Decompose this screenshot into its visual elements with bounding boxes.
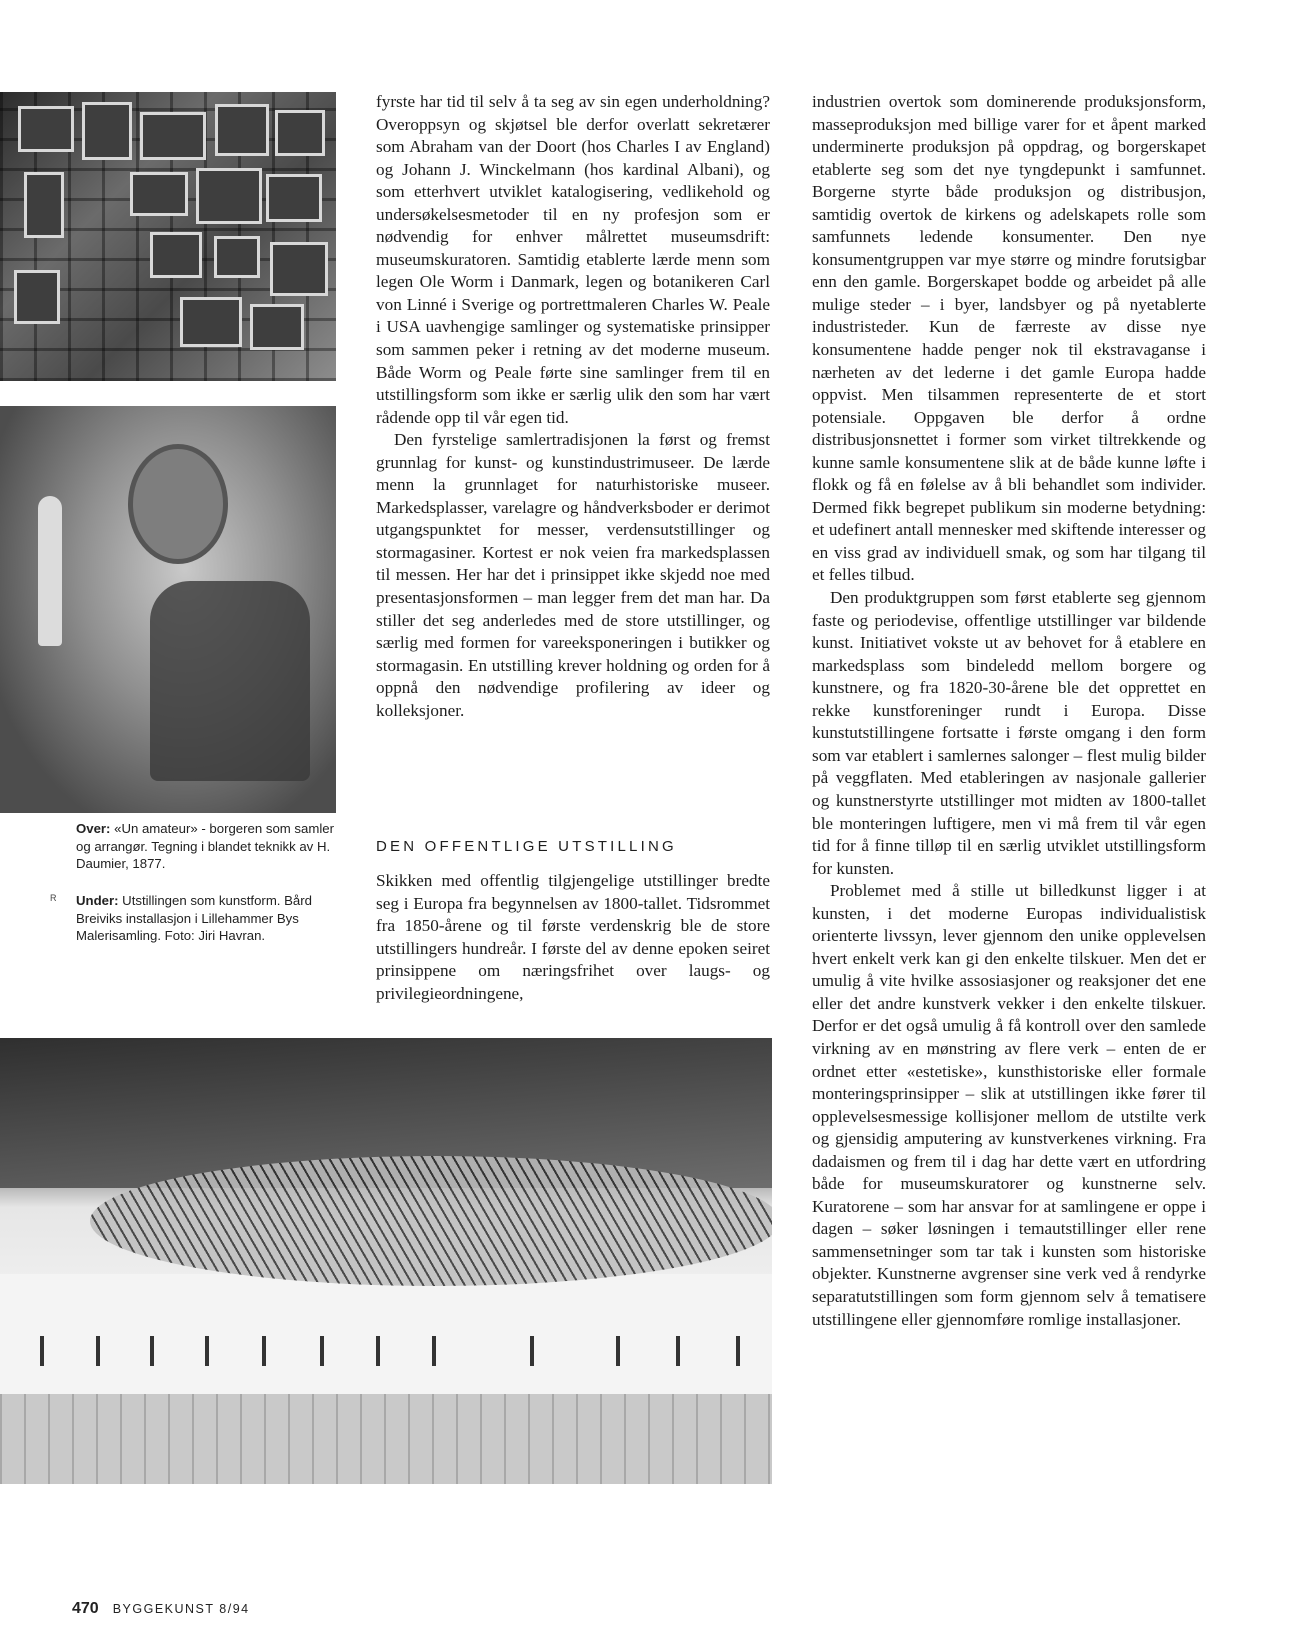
painting-frame [130,172,188,216]
statue-figure [38,496,62,646]
section-heading: DEN OFFENTLIGE UTSTILLING [376,838,677,855]
wall-slit [530,1336,534,1366]
paragraph: Skikken med offentlig tilgjengelige utstillinger bredte seg i Europa fra begynnelsen av 1800-tallet. Tidsrommet fra 1850-årene og til første verdenskrig ble de store utstillingers hundreår. I første del av denne epoken seiret prinsippene om næringsfrihet over laugs- og privilegieordningene, [376,871,770,1003]
painting-frame [18,106,74,152]
article-column-middle [376,91,770,722]
stray-mark: R [50,893,57,903]
painting-frame [214,236,260,278]
wall-slit [96,1336,100,1366]
painting-frame [275,110,325,156]
painting-frame [140,112,206,160]
paragraph: Problemet med å stille ut billedkunst ligger i at kunsten, i det moderne Europas individualistisk orienterte livssyn, lever gjennom den unike opplevelsen hvert enkelt verk kan gi den enkelte tilskuer. Men det er umulig å vite hvilke assosiasjoner og reaksjoner det ene eller det andre kunstverk vekker i den enkelte tilskuer. Derfor er det også umulig å få kontroll over den samlede virkning av en mønstring av flere verk – enten de er ordnet etter «estetiske», kunsthistoriske eller formale monteringsprinsipper – slik at utstillingen ikke fører til opplevelsesmessige kollisjoner mellom de utstilte verk og gjensidig amputering av kunstverkenes virkning. Fra dadaismen og frem til i dag har dette vært en utfordring både for museumskuratorer og kunstnerne selv. Kuratorene – som har ansvar for at samlingene er oppe i dagen – søker løsningen i temautstillinger eller rene sammensetninger som tar tak i kunsten som historiske objekter. Kunstnerne avgrenser sine verk ved å rendyrke separatutstillingen som form gjennom selv å tematisere utstillingene eller gjennomføre romlige installasjoner. [812,881,1206,1329]
caption-under-text: Utstillingen som kunstform. Bård Breiviks installasjon i Lillehammer Bys Malerisamling. Foto: Jiri Havran. [76,893,312,943]
lattice-sculpture [90,1156,772,1286]
publication-name: BYGGEKUNST 8/94 [112,1602,250,1616]
caption-over-label: Over: [76,821,111,836]
daumier-drawing-image [0,406,336,813]
wall-slit [320,1336,324,1366]
page-number: 470 [72,1600,99,1617]
painting-frame [150,232,202,278]
painting-frame [196,168,262,224]
paragraph: industrien overtok som dominerende produksjonsform, masseproduksjon med billige varer for et åpent marked underminerte produksjon på oppdrag, og borgerskapet etablerte seg som det nye tyngdepunkt i samfunnet. Borgerne styrte både produksjon og distribusjon, samtidig overtok de kirkens og adelskapets rolle som samfunnets ledende konsumenter. Den nye konsumentgruppen var mye større og mindre forutsigbar enn den gamle. Borgerskapet bodde og arbeidet på alle mulige steder – i byer, landsbyer og på nyetablerte industristeder. Kun de færreste av disse nye konsumentene hadde penger nok til ekstravaganse i nærheten av det lederne i det gamle Europa hadde oppvist. Men tilsammen representerte de et stort potensiale. Oppgaven ble derfor å ordne distribusjonsnettet i former som virket tiltrekkende og kunne samle konsumentene slik at de både kunne løfte i flokk og få en følelse av å bli behandlet som individer. Dermed fikk begrepet publikum sin moderne betydning: et udefinert antall mennesker med skiftende interesser og en viss grad av individuell smak, og som har tilgang til et felles tilbud. [812,92,1206,585]
wall-slit [432,1336,436,1366]
gallery-wall [0,1274,772,1394]
painting-frame [270,242,328,296]
painting-frame [180,297,242,347]
article-column-middle-continued [376,870,770,1005]
armchair-figure [150,581,310,781]
wall-slit [376,1336,380,1366]
wall-slit [736,1336,740,1366]
page-footer [72,1600,250,1618]
wall-slit [40,1336,44,1366]
article-column-right [812,91,1206,1331]
gallery-painting-image [0,92,336,381]
wall-slit [676,1336,680,1366]
painting-frame [215,104,269,156]
paragraph: Den produktgruppen som først etablerte seg gjennom faste og periodevise, offentlige utstillinger var bildende kunst. Initiativet vokste ut av behovet for å etablere en markedsplass som bindeledd mellom borgere og kunstnere, og fra 1820-30-årene ble det opprettet en rekke kunstforeninger rundt i Europa. Disse kunstutstillingene fortsatte i første omgang i den form som var etablert i samlernes salonger – flest mulig bilder på veggflaten. Med etableringen av nasjonale gallerier og kunstnerstyrte utstillinger mot midten av 1800-tallet ble monteringen luftigere, men vi må frem til vår egen tid for å finne tilløp til en særlig utviklet utstillingsform for kunsten. [812,588,1206,878]
caption-under-label: Under: [76,893,119,908]
wall-slit [205,1336,209,1366]
painting-frame [250,304,304,350]
painting-frame [266,174,322,222]
wall-slit [262,1336,266,1366]
painting-frame [82,102,132,160]
oval-portrait-frame [128,444,228,564]
painting-frame [24,172,64,238]
paragraph: fyrste har tid til selv å ta seg av sin egen underholdning? Overoppsyn og skjøtsel ble derfor overlatt sekretærer som Abraham van der Doort (hos Charles I av England) og Johann J. Winckelmann (hos kardinal Albani), og som etterhvert utviklet katalogisering, vedlikehold og undersøkelsesmetoder til en ny profesjon som er nødvendig for enhver målrettet museumsdrift: museumskuratoren. Samtidig etablerte lærde menn som legen Ole Worm i Danmark, legen og botanikeren Carl von Linné i Sverige og portrettmaleren Charles W. Peale i USA uavhengige samlinger og systematiske prinsipper som sammen peker i retning av det moderne museum. Både Worm og Peale førte sine samlinger frem til en utstillingsform som ikke er særlig ulik den som har vært rådende opp til vår egen tid. [376,92,770,427]
caption-over-text: «Un amateur» - borgeren som samler og arrangør. Tegning i blandet teknikk av H. Daumier, 1877. [76,821,335,871]
caption-over [76,820,338,873]
gallery-floor [0,1394,772,1484]
wall-slit [616,1336,620,1366]
painting-frame [14,270,60,324]
installation-photo-image [0,1038,772,1484]
caption-under [76,892,338,945]
paragraph: Den fyrstelige samlertradisjonen la først og fremst grunnlag for kunst- og kunstindustrimuseer. De lærde menn la grunnlaget for naturhistoriske museer. Markedsplasser, varelagre og håndverksboder er derimot utgangspunktet for messer, verdensutstillinger og stormagasiner. Kortest er nok veien fra markedsplassen til messen. Her har det i prinsippet ikke skjedd noe med presentasjonsformen – man legger frem det man har. Da stiller det seg anderledes med de store utstillinger, og særlig med formen for vareeksponeringen i butikker og stormagasin. En utstilling krever holdning og orden for å oppnå den nødvendige profilering av ideer og kolleksjoner. [376,430,770,720]
wall-slit [150,1336,154,1366]
